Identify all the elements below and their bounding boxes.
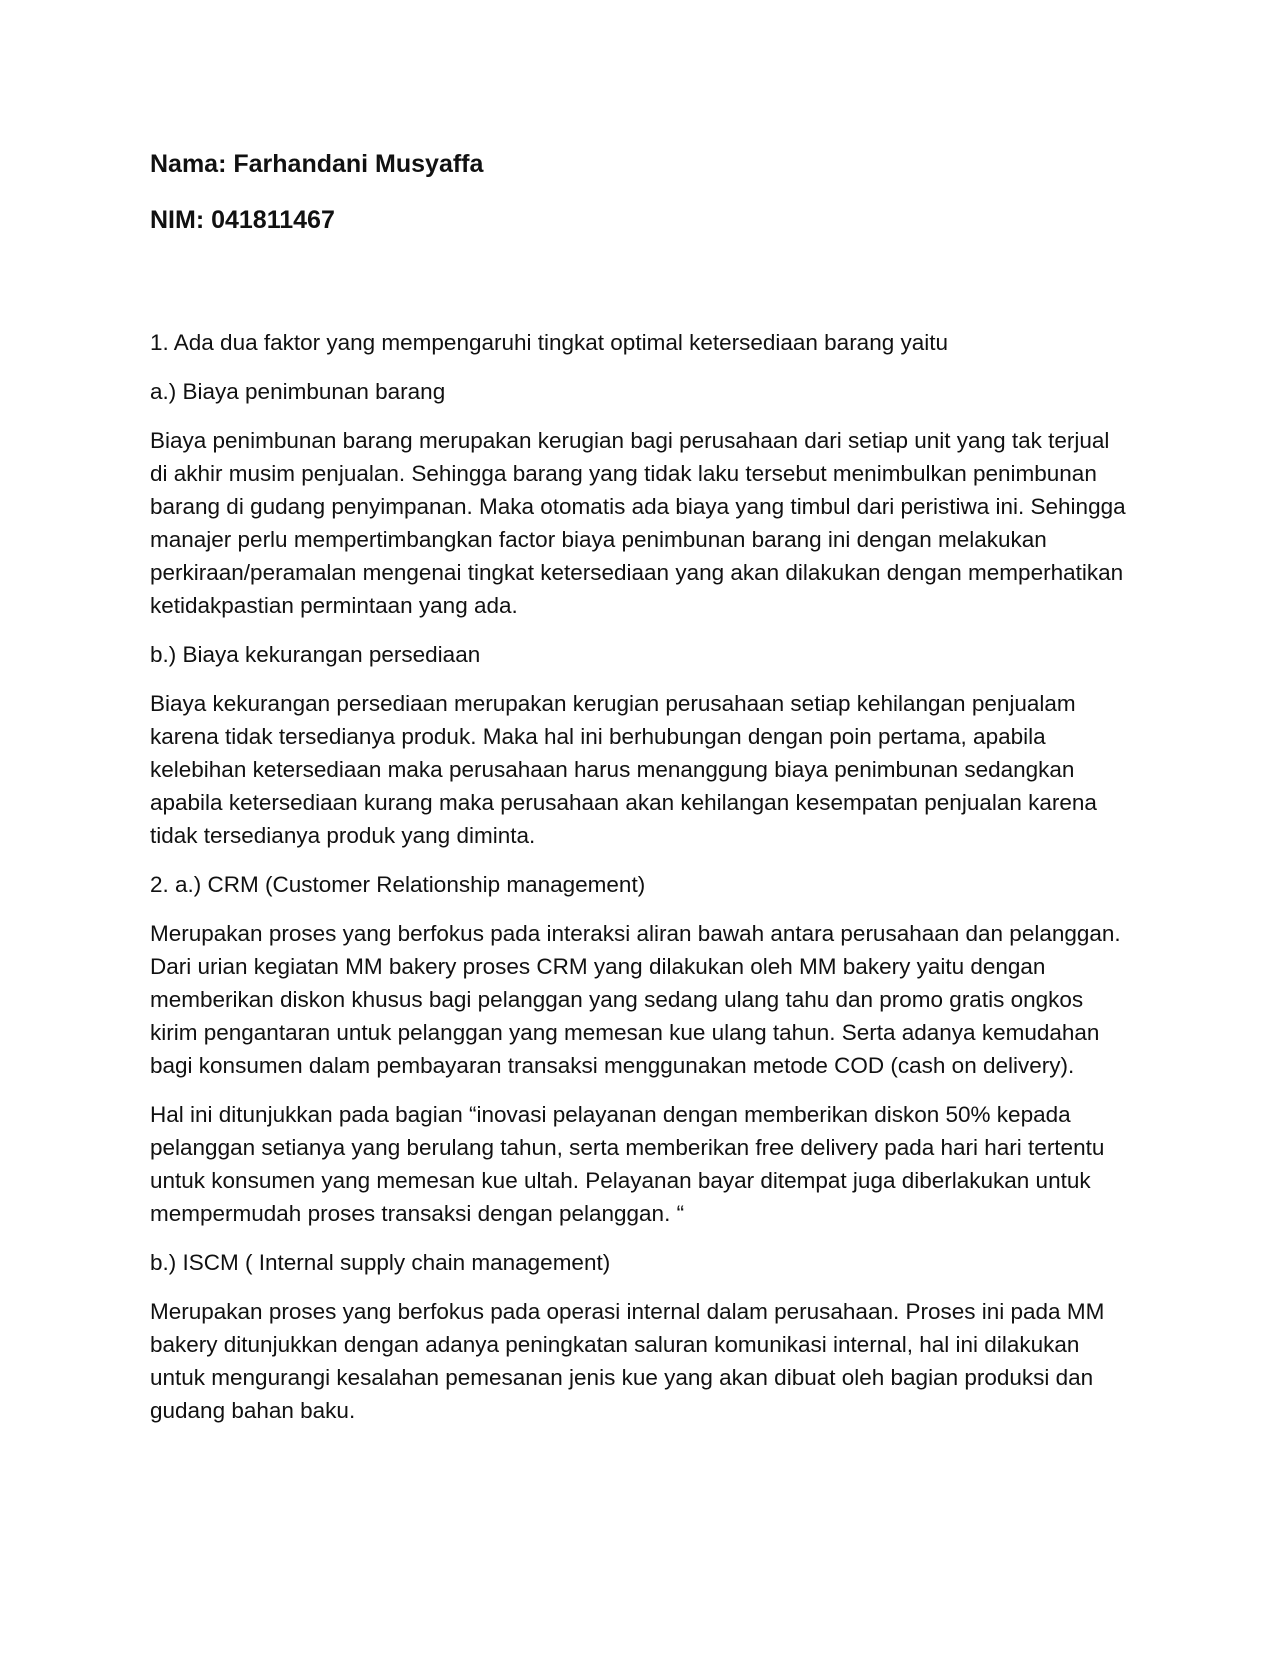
document-page [150,148,1130,1443]
paragraph-2a-body: Merupakan proses yang berfokus pada interaksi aliran bawah antara perusahaan dan pelanggan. Dari urian kegiatan MM bakery proses CRM yang dilakukan oleh MM bakery yaitu dengan memberikan diskon khusus bagi pelanggan yang sedang ulang tahu dan promo gratis ongkos kirim pengantaran untuk pelanggan yang memesan kue ulang tahun. Serta adanya kemudahan bagi konsumen dalam pembayaran transaksi menggunakan metode COD (cash on delivery). [150,921,1121,1078]
subheading-1b: b.) Biaya kekurangan persediaan [150,642,481,667]
question-1-intro: 1. Ada dua faktor yang mempengaruhi tingkat optimal ketersediaan barang yaitu [150,330,949,355]
paragraph-1a-body: Biaya penimbunan barang merupakan kerugian bagi perusahaan dari setiap unit yang tak terjual di akhir musim penjualan. Sehingga barang yang tidak laku tersebut menimbulkan penimbunan barang di gudang penyimpanan. Maka otomatis ada biaya yang timbul dari peristiwa ini. Sehingga manajer perlu mempertimbangkan factor biaya penimbunan barang ini dengan melakukan perkiraan/peramalan mengenai tingkat ketersediaan yang akan dilakukan dengan memperhatikan ketidakpastian permintaan yang ada. [150,428,1126,618]
paragraph-2b-body: Merupakan proses yang berfokus pada operasi internal dalam perusahaan. Proses ini pada MM bakery ditunjukkan dengan adanya peningkatan saluran komunikasi internal, hal ini dilakukan untuk mengurangi kesalahan pemesanan jenis kue yang akan dibuat oleh bagian produksi dan gudang bahan baku. [150,1299,1105,1423]
subheading-2b: b.) ISCM ( Internal supply chain management) [150,1250,611,1275]
student-name: Nama: Farhandani Musyaffa [150,150,484,178]
subheading-1a: a.) Biaya penimbunan barang [150,379,446,404]
subheading-2a: 2. a.) CRM (Customer Relationship management) [150,872,646,897]
paragraph-1b-body: Biaya kekurangan persediaan merupakan kerugian perusahaan setiap kehilangan penjualam karena tidak tersedianya produk. Maka hal ini berhubungan dengan poin pertama, apabila kelebihan ketersediaan maka perusahaan harus menanggung biaya penimbunan sedangkan apabila ketersediaan kurang maka perusahaan akan kehilangan kesempatan penjualan karena tidak tersedianya produk yang diminta. [150,691,1097,848]
paragraph-2a-quote: Hal ini ditunjukkan pada bagian “inovasi pelayanan dengan memberikan diskon 50% kepada pelanggan setianya yang berulang tahun, serta memberikan free delivery pada hari hari tertentu untuk konsumen yang memesan kue ultah. Pelayanan bayar ditempat juga diberlakukan untuk mempermudah proses transaksi dengan pelanggan. “ [150,1102,1105,1226]
student-nim: NIM: 041811467 [150,206,335,234]
